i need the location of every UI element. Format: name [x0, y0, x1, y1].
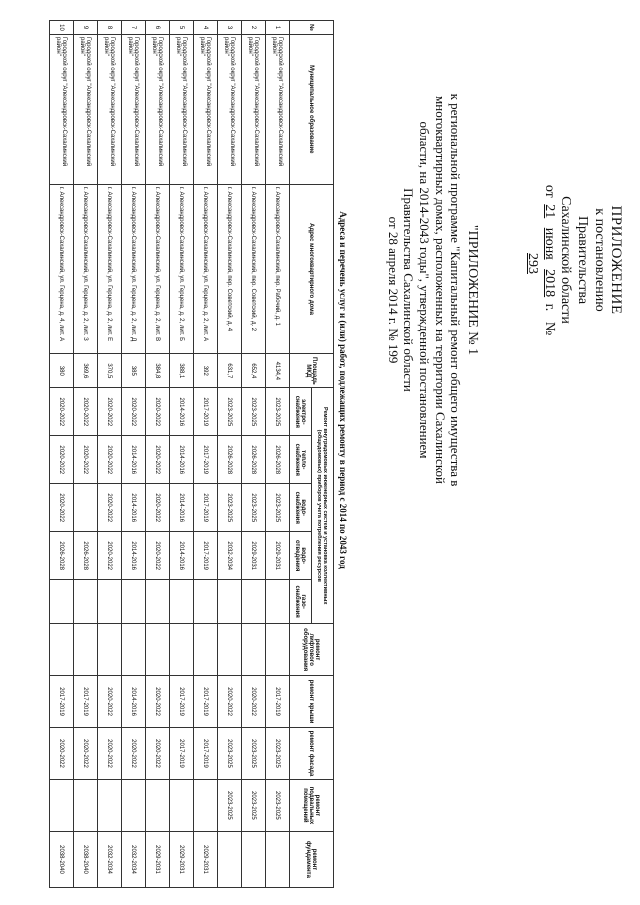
header-water: водо-снабжения: [290, 484, 312, 532]
row-heat: 2020-2022: [74, 436, 98, 484]
header-facade: ремонт фасада: [290, 728, 334, 780]
appendix-line3: Сахалинской области: [558, 196, 574, 324]
appendix-line2: к постановлению Правительства: [575, 208, 607, 312]
row-municipality: Городской округ "Александровск-Сахалинский район": [122, 34, 146, 184]
row-address: г. Александровск-Сахалинский, ул. Герцена, д. 2, лит. А: [194, 184, 218, 354]
row-roof: 2020-2022: [242, 676, 266, 728]
program-title: "ПРИЛОЖЕНИЕ № 1: [465, 224, 480, 356]
row-elec: 2023-2025: [242, 388, 266, 436]
row-roof: 2017-2019: [170, 676, 194, 728]
row-foundation: 2029-2031: [194, 831, 218, 887]
row-gas: [74, 580, 98, 624]
header-foundation: ремонт фундамента: [290, 831, 334, 887]
header-heat: тепло-снабжения: [290, 436, 312, 484]
row-foundation: [242, 831, 266, 887]
row-drain: 2029-2031: [242, 532, 266, 580]
row-num: 3: [218, 21, 242, 35]
row-address: г. Александровск-Сахалинский, ул. Герцена, д. 2, лит. Е: [98, 184, 122, 354]
header-elec: электро-снабжения: [290, 388, 312, 436]
row-water: 2020-2022: [50, 484, 74, 532]
row-area: 384,8: [146, 354, 170, 388]
program-line2: к региональной программе "Капитальный ремонт общего имущества в: [448, 93, 464, 487]
row-basement: [50, 779, 74, 831]
number-sign: №: [541, 321, 557, 336]
row-heat: 2020-2022: [50, 436, 74, 484]
row-num: 9: [74, 21, 98, 35]
row-drain: 2026-2028: [50, 532, 74, 580]
row-area: 631,7: [218, 354, 242, 388]
row-municipality: Городской округ "Александровск-Сахалинский район": [98, 34, 122, 184]
header-num: №: [290, 21, 334, 35]
row-roof: 2020-2022: [146, 676, 170, 728]
row-drain: 2029-2031: [266, 532, 290, 580]
row-elec: 2014-2016: [170, 388, 194, 436]
row-roof: 2017-2019: [74, 676, 98, 728]
table-row: [266, 21, 290, 888]
row-area: 4134,4: [266, 354, 290, 388]
row-facade: 2020-2022: [98, 728, 122, 780]
row-municipality: Городской округ "Александровск-Сахалинский район": [50, 34, 74, 184]
row-heat: 2020-2022: [98, 436, 122, 484]
row-water: 2020-2022: [98, 484, 122, 532]
decree-number: 293: [524, 253, 540, 274]
row-elec: 2023-2025: [218, 388, 242, 436]
header-elevator: ремонт лифтового оборудования: [290, 624, 334, 676]
row-elevator: [74, 624, 98, 676]
program-header: [385, 60, 480, 520]
appendix-header: [523, 180, 625, 340]
row-foundation: 2029-2031: [170, 831, 194, 887]
row-elec: 2017-2019: [194, 388, 218, 436]
row-water: 2023-2025: [266, 484, 290, 532]
decree-day: 21: [541, 204, 557, 219]
row-elec: 2023-2025: [266, 388, 290, 436]
header-gas: газо-снабжения: [290, 580, 312, 624]
row-gas: [146, 580, 170, 624]
row-num: 8: [98, 21, 122, 35]
row-basement: [122, 779, 146, 831]
row-address: г. Александровск-Сахалинский, ул. Герцена, д. 2, лит. З: [74, 184, 98, 354]
row-foundation: 2032-2034: [122, 831, 146, 887]
program-line6: от 28 апреля 2014 г. № 199: [385, 216, 401, 364]
row-gas: [218, 580, 242, 624]
row-elevator: [242, 624, 266, 676]
row-heat: 2026-2028: [242, 436, 266, 484]
row-facade: 2020-2022: [50, 728, 74, 780]
row-basement: [98, 779, 122, 831]
appendix-title: ПРИЛОЖЕНИЕ: [608, 205, 624, 315]
row-heat: 2026-2028: [218, 436, 242, 484]
row-elevator: [170, 624, 194, 676]
row-drain: 2014-2016: [170, 532, 194, 580]
row-municipality: Городской округ "Александровск-Сахалинский район": [266, 34, 290, 184]
row-basement: 2023-2025: [242, 779, 266, 831]
row-municipality: Городской округ "Александровск-Сахалинский район": [194, 34, 218, 184]
table-row: [146, 21, 170, 888]
table-row: [74, 21, 98, 888]
header-systems-group: Ремонт внутридомовых инженерных систем и установка коллективных (общедомовых) приборов учета потребления ресурсов: [312, 388, 334, 624]
program-line4: области, на 2014-2043 годы", утвержденной постановлением: [417, 121, 433, 459]
row-num: 4: [194, 21, 218, 35]
program-line3: многоквартирных домах, расположенных на территории Сахалинской: [432, 96, 448, 484]
row-address: г. Александровск-Сахалинский, ул. Герцена, д. 4, лит. А: [50, 184, 74, 354]
row-basement: [194, 779, 218, 831]
header-municipality: Муниципальное образование: [290, 34, 334, 184]
row-water: 2014-2016: [122, 484, 146, 532]
row-water: 2023-2025: [218, 484, 242, 532]
row-address: г. Александровск-Сахалинский, пер. Советский, д. 4: [218, 184, 242, 354]
row-elevator: [98, 624, 122, 676]
table-row: [242, 21, 266, 888]
row-basement: [74, 779, 98, 831]
repair-table: [49, 20, 334, 888]
decree-date-line: [523, 180, 557, 340]
row-gas: [122, 580, 146, 624]
row-gas: [50, 580, 74, 624]
row-gas: [98, 580, 122, 624]
row-address: г. Александровск-Сахалинский, ул. Герцена, д. 2, лит. Д: [122, 184, 146, 354]
row-foundation: 2032-2034: [98, 831, 122, 887]
row-elevator: [194, 624, 218, 676]
row-heat: 2020-2022: [146, 436, 170, 484]
row-address: г. Александровск-Сахалинский, пер. Советский, д. 2: [242, 184, 266, 354]
row-elec: 2020-2022: [50, 388, 74, 436]
row-roof: 2020-2022: [218, 676, 242, 728]
row-facade: 2023-2025: [218, 728, 242, 780]
row-water: 2020-2022: [146, 484, 170, 532]
header-roof: ремонт крыши: [290, 676, 334, 728]
row-area: 380: [50, 354, 74, 388]
table-row: [170, 21, 194, 888]
row-gas: [170, 580, 194, 624]
row-gas: [266, 580, 290, 624]
row-num: 7: [122, 21, 146, 35]
row-elevator: [122, 624, 146, 676]
row-area: 369,6: [74, 354, 98, 388]
row-area: 370,5: [98, 354, 122, 388]
row-municipality: Городской округ "Александровск-Сахалинский район": [242, 34, 266, 184]
row-facade: 2020-2022: [122, 728, 146, 780]
table-title: Адреса и перечень услуг и (или) работ, подлежащих ремонту в период с 2014 по 2043 год: [338, 211, 348, 569]
table-row: [122, 21, 146, 888]
row-facade: 2020-2022: [74, 728, 98, 780]
header-area: Площадь МКД: [290, 354, 334, 388]
row-heat: 2026-2028: [266, 436, 290, 484]
row-foundation: [218, 831, 242, 887]
row-elec: 2020-2022: [74, 388, 98, 436]
row-water: 2017-2019: [194, 484, 218, 532]
row-drain: 2026-2028: [74, 532, 98, 580]
header-address: Адрес многоквартирного дома: [290, 184, 334, 354]
table-row: [50, 21, 74, 888]
row-roof: 2017-2019: [194, 676, 218, 728]
row-area: 392: [194, 354, 218, 388]
decree-month: июня: [541, 227, 557, 260]
row-elec: 2020-2022: [122, 388, 146, 436]
row-num: 6: [146, 21, 170, 35]
row-area: 652,4: [242, 354, 266, 388]
row-gas: [194, 580, 218, 624]
row-municipality: Городской округ "Александровск-Сахалинский район": [74, 34, 98, 184]
row-elevator: [146, 624, 170, 676]
row-drain: 2032-2034: [218, 532, 242, 580]
row-drain: 2020-2022: [146, 532, 170, 580]
table-row: [194, 21, 218, 888]
row-facade: 2023-2025: [266, 728, 290, 780]
row-municipality: Городской округ "Александровск-Сахалинский район": [218, 34, 242, 184]
row-num: 10: [50, 21, 74, 35]
decree-year: 2018: [541, 269, 557, 298]
row-basement: 2023-2025: [218, 779, 242, 831]
row-basement: [146, 779, 170, 831]
header-drain: водо-отведения: [290, 532, 312, 580]
row-address: г. Александровск-Сахалинский, ул. Герцена, д. 2, лит. В: [146, 184, 170, 354]
row-elevator: [266, 624, 290, 676]
row-heat: 2017-2019: [194, 436, 218, 484]
row-foundation: 2038-2040: [50, 831, 74, 887]
row-basement: 2023-2025: [266, 779, 290, 831]
row-facade: 2023-2025: [242, 728, 266, 780]
row-heat: 2014-2016: [170, 436, 194, 484]
row-num: 5: [170, 21, 194, 35]
row-water: 2014-2016: [170, 484, 194, 532]
row-roof: 2017-2019: [50, 676, 74, 728]
row-elevator: [50, 624, 74, 676]
row-num: 1: [266, 21, 290, 35]
row-facade: 2020-2022: [146, 728, 170, 780]
row-foundation: 2038-2040: [74, 831, 98, 887]
row-drain: 2014-2016: [122, 532, 146, 580]
year-suffix: г.: [541, 303, 557, 312]
row-elec: 2020-2022: [98, 388, 122, 436]
table-row: [218, 21, 242, 888]
row-drain: 2017-2019: [194, 532, 218, 580]
table-row: [98, 21, 122, 888]
row-address: г. Александровск-Сахалинский, ул. Герцена, д. 2, лит. Б: [170, 184, 194, 354]
row-water: 2023-2025: [242, 484, 266, 532]
program-line5: Правительства Сахалинской области: [401, 188, 417, 392]
row-address: г. Александровск-Сахалинский, пер. Рабочий, д. 1: [266, 184, 290, 354]
date-prefix: от: [541, 184, 557, 198]
row-gas: [242, 580, 266, 624]
row-elec: 2020-2022: [146, 388, 170, 436]
row-facade: 2017-2019: [194, 728, 218, 780]
row-foundation: 2029-2031: [146, 831, 170, 887]
row-municipality: Городской округ "Александровск-Сахалинский район": [146, 34, 170, 184]
header-basement: ремонт подвальных помещений: [290, 779, 334, 831]
row-facade: 2017-2019: [170, 728, 194, 780]
row-area: 385: [122, 354, 146, 388]
row-area: 388,1: [170, 354, 194, 388]
row-heat: 2014-2016: [122, 436, 146, 484]
row-basement: [170, 779, 194, 831]
row-num: 2: [242, 21, 266, 35]
row-drain: 2020-2022: [98, 532, 122, 580]
row-roof: 2020-2022: [98, 676, 122, 728]
row-elevator: [218, 624, 242, 676]
row-municipality: Городской округ "Александровск-Сахалинский район": [170, 34, 194, 184]
row-roof: 2014-2016: [122, 676, 146, 728]
row-roof: 2017-2019: [266, 676, 290, 728]
row-foundation: [266, 831, 290, 887]
row-water: [74, 484, 98, 532]
